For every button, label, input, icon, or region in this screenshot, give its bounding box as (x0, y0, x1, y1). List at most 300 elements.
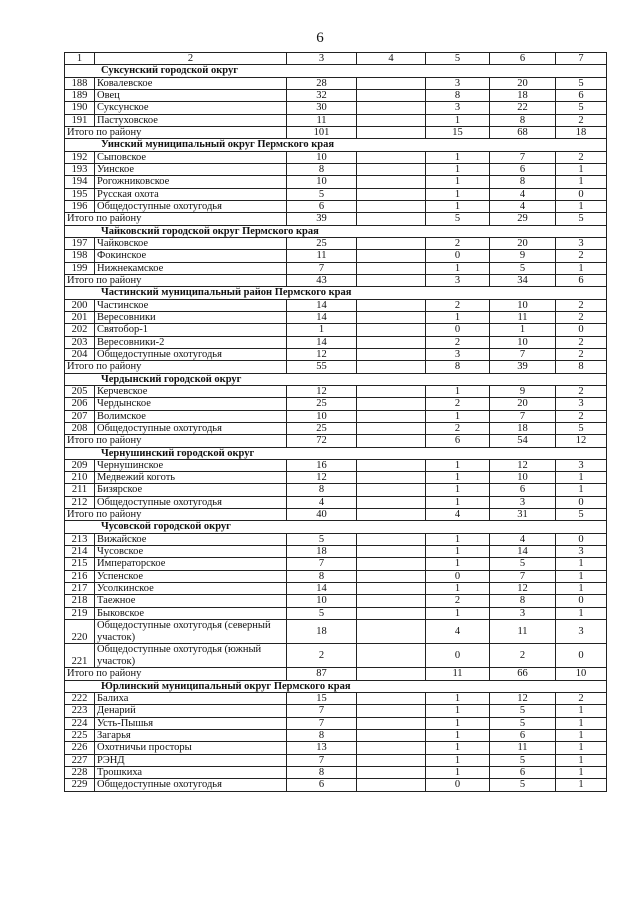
total-col5: 4 (426, 509, 490, 521)
col5-value: 1 (426, 385, 490, 397)
row-number: 193 (65, 163, 95, 175)
col5-value: 2 (426, 398, 490, 410)
col7-value: 2 (556, 336, 607, 348)
hunting-ground-name: Быковское (95, 607, 287, 619)
total-col5: 11 (426, 668, 490, 680)
hunting-ground-name: Общедоступные охотугодья (95, 200, 287, 212)
hunting-ground-name: Общедоступные охотугодья (северный участок) (95, 620, 287, 644)
col5-value: 1 (426, 692, 490, 704)
col6-value: 5 (490, 705, 556, 717)
column-header: 1 (65, 53, 95, 65)
col5-value: 1 (426, 607, 490, 619)
col5-value: 1 (426, 151, 490, 163)
table-row (65, 558, 607, 570)
col4-value (357, 324, 426, 336)
col5-value: 0 (426, 250, 490, 262)
table-row (65, 336, 607, 348)
table-row (65, 176, 607, 188)
page-number: 6 (316, 30, 324, 46)
district-total-row (65, 361, 607, 373)
district-title: Частинский муниципальный район Пермского края (65, 287, 607, 299)
col7-value: 1 (556, 472, 607, 484)
col3-value: 10 (287, 410, 357, 422)
col7-value: 2 (556, 151, 607, 163)
row-number: 219 (65, 607, 95, 619)
col4-value (357, 299, 426, 311)
row-number: 209 (65, 459, 95, 471)
col7-value: 3 (556, 398, 607, 410)
col3-value: 8 (287, 484, 357, 496)
col5-value: 3 (426, 77, 490, 89)
col3-value: 15 (287, 692, 357, 704)
col6-value: 1 (490, 324, 556, 336)
row-number: 214 (65, 546, 95, 558)
col5-value: 1 (426, 717, 490, 729)
table-row (65, 692, 607, 704)
col6-value: 11 (490, 311, 556, 323)
col7-value: 1 (556, 766, 607, 778)
table-row (65, 779, 607, 791)
col7-value: 5 (556, 77, 607, 89)
total-col6: 29 (490, 213, 556, 225)
col7-value: 1 (556, 779, 607, 791)
row-number: 217 (65, 583, 95, 595)
district-section-row (65, 447, 607, 459)
row-number: 213 (65, 533, 95, 545)
col4-value (357, 533, 426, 545)
col3-value: 8 (287, 570, 357, 582)
district-total-row (65, 274, 607, 286)
district-title: Уинский муниципальный округ Пермского края (65, 139, 607, 151)
col7-value: 1 (556, 754, 607, 766)
row-number: 205 (65, 385, 95, 397)
district-total-row (65, 668, 607, 680)
total-col6: 66 (490, 668, 556, 680)
col4-value (357, 779, 426, 791)
col7-value: 2 (556, 692, 607, 704)
district-title: Чернушинский городской округ (65, 447, 607, 459)
table-row (65, 324, 607, 336)
col6-value: 4 (490, 533, 556, 545)
col3-value: 10 (287, 595, 357, 607)
col4-value (357, 422, 426, 434)
hunting-ground-name: Вижайское (95, 533, 287, 545)
col5-value: 1 (426, 754, 490, 766)
table-body (65, 53, 607, 792)
col5-value: 2 (426, 299, 490, 311)
table-row (65, 459, 607, 471)
table-row (65, 729, 607, 741)
col5-value: 1 (426, 533, 490, 545)
table-row (65, 484, 607, 496)
hunting-ground-name: Медвежий коготь (95, 472, 287, 484)
col7-value: 1 (556, 558, 607, 570)
table-row (65, 102, 607, 114)
hunting-ground-name: Успенское (95, 570, 287, 582)
col4-value (357, 742, 426, 754)
table-row (65, 607, 607, 619)
total-col4 (357, 274, 426, 286)
col3-value: 12 (287, 472, 357, 484)
col6-value: 5 (490, 717, 556, 729)
col7-value: 2 (556, 410, 607, 422)
table-row (65, 546, 607, 558)
district-title: Суксунский городской округ (65, 65, 607, 77)
hunting-ground-name: Уинское (95, 163, 287, 175)
row-number: 191 (65, 114, 95, 126)
table-row (65, 77, 607, 89)
total-col4 (357, 361, 426, 373)
col7-value: 2 (556, 348, 607, 360)
row-number: 218 (65, 595, 95, 607)
col5-value: 1 (426, 262, 490, 274)
total-col7: 10 (556, 668, 607, 680)
hunting-ground-name: Вересовники (95, 311, 287, 323)
col6-value: 9 (490, 385, 556, 397)
col3-value: 6 (287, 200, 357, 212)
col5-value: 8 (426, 89, 490, 101)
col3-value: 4 (287, 496, 357, 508)
col3-value: 10 (287, 176, 357, 188)
col7-value: 2 (556, 299, 607, 311)
col3-value: 7 (287, 558, 357, 570)
col5-value: 1 (426, 742, 490, 754)
col4-value (357, 410, 426, 422)
col4-value (357, 729, 426, 741)
col3-value: 6 (287, 779, 357, 791)
hunting-ground-name: Русская охота (95, 188, 287, 200)
col3-value: 5 (287, 607, 357, 619)
district-total-row (65, 435, 607, 447)
district-title: Чайковский городской округ Пермского края (65, 225, 607, 237)
col5-value: 0 (426, 570, 490, 582)
hunting-grounds-table (64, 52, 607, 792)
col5-value: 1 (426, 484, 490, 496)
total-label: Итого по району (65, 509, 287, 521)
table-row (65, 410, 607, 422)
row-number: 197 (65, 237, 95, 249)
table-row (65, 620, 607, 644)
col7-value: 2 (556, 311, 607, 323)
table-row (65, 151, 607, 163)
hunting-ground-name: Таежное (95, 595, 287, 607)
col7-value: 3 (556, 237, 607, 249)
col6-value: 6 (490, 163, 556, 175)
col3-value: 1 (287, 324, 357, 336)
total-label: Итого по району (65, 668, 287, 680)
col6-value: 8 (490, 176, 556, 188)
col3-value: 8 (287, 729, 357, 741)
col6-value: 10 (490, 299, 556, 311)
row-number: 216 (65, 570, 95, 582)
hunting-ground-name: Рогожниковское (95, 176, 287, 188)
col4-value (357, 595, 426, 607)
table-row (65, 422, 607, 434)
col3-value: 7 (287, 754, 357, 766)
col6-value: 18 (490, 89, 556, 101)
hunting-ground-name: Нижнекамское (95, 262, 287, 274)
col5-value: 3 (426, 348, 490, 360)
row-number: 201 (65, 311, 95, 323)
col6-value: 11 (490, 742, 556, 754)
col4-value (357, 237, 426, 249)
col3-value: 18 (287, 620, 357, 644)
hunting-ground-name: Охотничьи просторы (95, 742, 287, 754)
col5-value: 1 (426, 729, 490, 741)
col7-value: 1 (556, 583, 607, 595)
col6-value: 4 (490, 188, 556, 200)
row-number: 225 (65, 729, 95, 741)
col6-value: 3 (490, 496, 556, 508)
col7-value: 0 (556, 595, 607, 607)
col6-value: 10 (490, 472, 556, 484)
col6-value: 5 (490, 558, 556, 570)
col5-value: 1 (426, 114, 490, 126)
col3-value: 14 (287, 583, 357, 595)
col6-value: 7 (490, 151, 556, 163)
table-row (65, 385, 607, 397)
total-col7: 6 (556, 274, 607, 286)
row-number: 194 (65, 176, 95, 188)
col4-value (357, 336, 426, 348)
col4-value (357, 77, 426, 89)
col4-value (357, 176, 426, 188)
hunting-ground-name: Общедоступные охотугодья (южный участок) (95, 644, 287, 668)
col4-value (357, 546, 426, 558)
district-section-row (65, 65, 607, 77)
table-row (65, 472, 607, 484)
col5-value: 1 (426, 176, 490, 188)
hunting-ground-name: Волимское (95, 410, 287, 422)
col6-value: 7 (490, 348, 556, 360)
col3-value: 18 (287, 546, 357, 558)
col3-value: 7 (287, 262, 357, 274)
hunting-ground-name: Святобор-1 (95, 324, 287, 336)
col4-value (357, 766, 426, 778)
row-number: 200 (65, 299, 95, 311)
col4-value (357, 250, 426, 262)
col3-value: 12 (287, 385, 357, 397)
col3-value: 2 (287, 644, 357, 668)
col7-value: 0 (556, 188, 607, 200)
col7-value: 5 (556, 102, 607, 114)
col4-value (357, 570, 426, 582)
row-number: 224 (65, 717, 95, 729)
total-label: Итого по району (65, 274, 287, 286)
col6-value: 11 (490, 620, 556, 644)
hunting-ground-name: Трошкиха (95, 766, 287, 778)
col6-value: 2 (490, 644, 556, 668)
table-row (65, 237, 607, 249)
col6-value: 18 (490, 422, 556, 434)
table-row (65, 200, 607, 212)
col3-value: 7 (287, 705, 357, 717)
col7-value: 1 (556, 200, 607, 212)
col5-value: 1 (426, 459, 490, 471)
col7-value: 2 (556, 385, 607, 397)
col5-value: 1 (426, 583, 490, 595)
hunting-ground-name: Загарья (95, 729, 287, 741)
table-row (65, 766, 607, 778)
col7-value: 2 (556, 250, 607, 262)
column-header: 2 (95, 53, 287, 65)
col7-value: 1 (556, 262, 607, 274)
row-number: 199 (65, 262, 95, 274)
district-section-row (65, 287, 607, 299)
col4-value (357, 89, 426, 101)
col6-value: 12 (490, 692, 556, 704)
col7-value: 1 (556, 705, 607, 717)
hunting-ground-name: Частинское (95, 299, 287, 311)
col5-value: 1 (426, 496, 490, 508)
district-section-row (65, 139, 607, 151)
col6-value: 6 (490, 766, 556, 778)
district-section-row (65, 521, 607, 533)
col3-value: 11 (287, 250, 357, 262)
col7-value: 0 (556, 644, 607, 668)
col4-value (357, 102, 426, 114)
total-label: Итого по району (65, 435, 287, 447)
col5-value: 2 (426, 237, 490, 249)
col4-value (357, 607, 426, 619)
total-col3: 40 (287, 509, 357, 521)
col3-value: 30 (287, 102, 357, 114)
row-number: 212 (65, 496, 95, 508)
col7-value: 1 (556, 176, 607, 188)
col7-value: 5 (556, 422, 607, 434)
col3-value: 25 (287, 422, 357, 434)
col5-value: 1 (426, 472, 490, 484)
district-total-row (65, 213, 607, 225)
col7-value: 3 (556, 459, 607, 471)
col3-value: 7 (287, 717, 357, 729)
col5-value: 1 (426, 766, 490, 778)
total-col3: 87 (287, 668, 357, 680)
col5-value: 1 (426, 200, 490, 212)
col3-value: 28 (287, 77, 357, 89)
col6-value: 5 (490, 754, 556, 766)
col4-value (357, 348, 426, 360)
hunting-ground-name: Бизярское (95, 484, 287, 496)
district-section-row (65, 680, 607, 692)
row-number: 229 (65, 779, 95, 791)
col6-value: 22 (490, 102, 556, 114)
total-col4 (357, 126, 426, 138)
table-row (65, 114, 607, 126)
district-section-row (65, 373, 607, 385)
total-col6: 34 (490, 274, 556, 286)
total-col7: 18 (556, 126, 607, 138)
total-col5: 5 (426, 213, 490, 225)
hunting-ground-name: Чердынское (95, 398, 287, 410)
col6-value: 14 (490, 546, 556, 558)
hunting-ground-name: Суксунское (95, 102, 287, 114)
col6-value: 5 (490, 262, 556, 274)
hunting-ground-name: Вересовники-2 (95, 336, 287, 348)
table-row (65, 250, 607, 262)
table-row (65, 754, 607, 766)
district-total-row (65, 509, 607, 521)
col7-value: 1 (556, 484, 607, 496)
table-row (65, 262, 607, 274)
hunting-ground-name: Общедоступные охотугодья (95, 348, 287, 360)
total-col3: 55 (287, 361, 357, 373)
hunting-ground-name: Балиха (95, 692, 287, 704)
total-col6: 54 (490, 435, 556, 447)
col5-value: 1 (426, 311, 490, 323)
row-number: 211 (65, 484, 95, 496)
row-number: 226 (65, 742, 95, 754)
hunting-ground-name: Керчевское (95, 385, 287, 397)
total-col7: 8 (556, 361, 607, 373)
table-row (65, 398, 607, 410)
table-row (65, 742, 607, 754)
col4-value (357, 200, 426, 212)
table-row (65, 533, 607, 545)
col3-value: 13 (287, 742, 357, 754)
col4-value (357, 620, 426, 644)
col6-value: 6 (490, 484, 556, 496)
row-number: 206 (65, 398, 95, 410)
row-number: 188 (65, 77, 95, 89)
col7-value: 6 (556, 89, 607, 101)
col3-value: 10 (287, 151, 357, 163)
col3-value: 25 (287, 237, 357, 249)
row-number: 204 (65, 348, 95, 360)
hunting-ground-name: Денарий (95, 705, 287, 717)
col5-value: 1 (426, 410, 490, 422)
col3-value: 11 (287, 114, 357, 126)
col7-value: 0 (556, 324, 607, 336)
col7-value: 1 (556, 742, 607, 754)
col7-value: 2 (556, 114, 607, 126)
col6-value: 8 (490, 595, 556, 607)
row-number: 223 (65, 705, 95, 717)
col5-value: 4 (426, 620, 490, 644)
col4-value (357, 398, 426, 410)
total-col4 (357, 213, 426, 225)
row-number: 222 (65, 692, 95, 704)
hunting-ground-name: Чернушинское (95, 459, 287, 471)
col3-value: 25 (287, 398, 357, 410)
col7-value: 1 (556, 717, 607, 729)
total-col4 (357, 435, 426, 447)
col5-value: 1 (426, 558, 490, 570)
col4-value (357, 385, 426, 397)
total-col7: 5 (556, 213, 607, 225)
table-row (65, 644, 607, 668)
col3-value: 14 (287, 311, 357, 323)
column-header: 3 (287, 53, 357, 65)
col4-value (357, 583, 426, 595)
col5-value: 0 (426, 324, 490, 336)
total-col5: 8 (426, 361, 490, 373)
row-number: 221 (65, 644, 95, 668)
row-number: 208 (65, 422, 95, 434)
table-row (65, 595, 607, 607)
col3-value: 8 (287, 766, 357, 778)
col5-value: 1 (426, 705, 490, 717)
total-label: Итого по району (65, 213, 287, 225)
hunting-ground-name: РЭНД (95, 754, 287, 766)
col6-value: 10 (490, 336, 556, 348)
column-header: 4 (357, 53, 426, 65)
col4-value (357, 484, 426, 496)
table-row (65, 188, 607, 200)
col5-value: 1 (426, 188, 490, 200)
col3-value: 5 (287, 188, 357, 200)
col4-value (357, 459, 426, 471)
